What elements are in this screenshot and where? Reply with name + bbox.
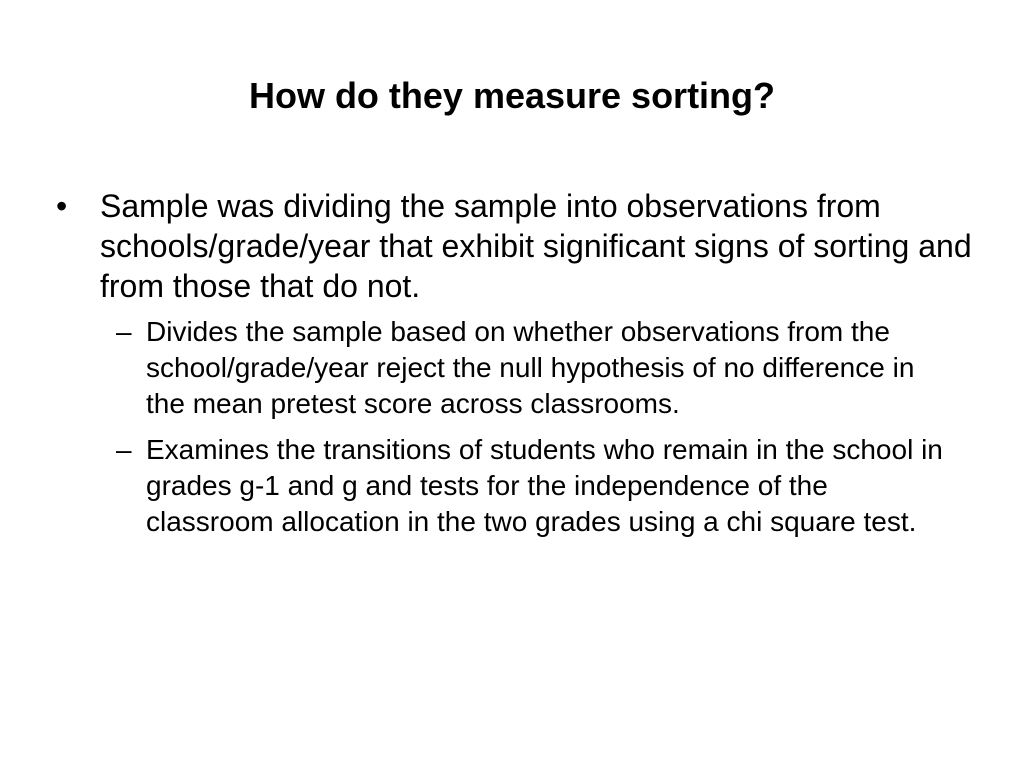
bullet-list — [56, 186, 976, 550]
sub-bullet-item — [100, 432, 946, 540]
sub-bullet-marker: – — [116, 434, 132, 465]
sub-bullet-list — [100, 314, 976, 540]
sub-bullet-item — [100, 314, 946, 422]
sub-bullet-text: Divides the sample based on whether observations from the school/grade/year reject the null hypothesis of no difference in the mean pretest score across classrooms. — [146, 316, 915, 419]
bullet-item — [56, 186, 976, 540]
bullet-text: Sample was dividing the sample into observations from schools/grade/year that exhibit significant signs of sorting and from those that do not. — [100, 188, 972, 304]
bullet-marker: • — [56, 188, 68, 224]
sub-bullet-text: Examines the transitions of students who remain in the school in grades g-1 and g and tests for the independence of the classroom allocation in the two grades using a chi square test. — [146, 434, 943, 537]
slide-title: How do they measure sorting? — [248, 75, 776, 116]
sub-bullet-marker: – — [116, 316, 132, 347]
